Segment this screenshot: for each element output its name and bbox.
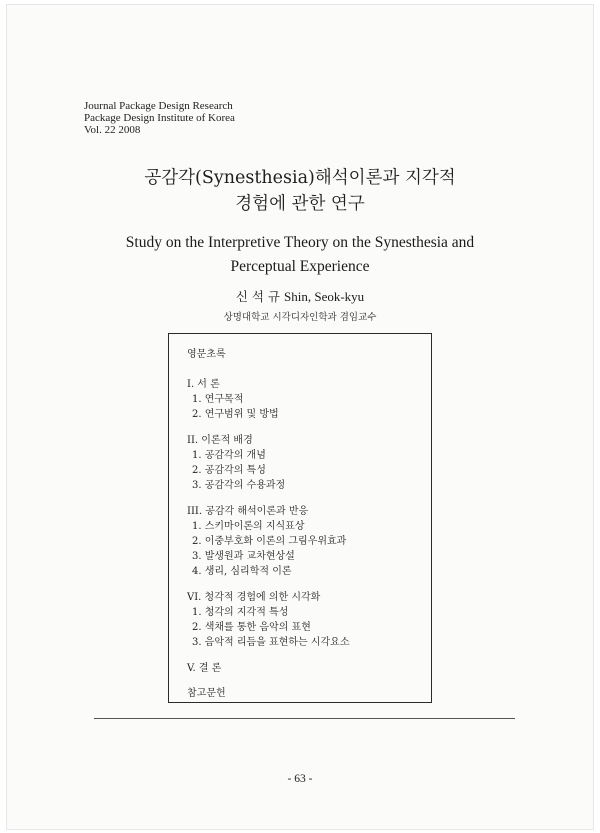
korean-title: [0, 165, 600, 217]
korean-title-line-1: 공감각(Synesthesia)해석이론과 지각적: [144, 168, 456, 188]
author-line: [0, 289, 600, 305]
author-name-english: Shin, Seok-kyu: [284, 289, 365, 304]
toc-item: 3. 공감각의 수용과정: [192, 480, 286, 491]
journal-name: Journal Package Design Research: [84, 100, 233, 112]
toc-item: 3. 발생원과 교차현상설: [192, 551, 295, 562]
toc-section-title: III. 공감각 해석이론과 반응: [187, 506, 309, 517]
toc-item: 1. 스키마이론의 지식표상: [192, 521, 305, 532]
toc-section-title: II. 이론적 배경: [187, 435, 253, 446]
toc-section: [187, 590, 425, 650]
toc-item: 2. 연구범위 및 방법: [192, 409, 279, 420]
toc-conclusion: [187, 661, 425, 676]
toc-item: 3. 음악적 리듬을 표현하는 시각요소: [192, 637, 350, 648]
toc-item: 2. 공감각의 특성: [192, 465, 266, 476]
toc-section-title: I. 서 론: [187, 379, 220, 390]
footer-divider: [94, 718, 515, 719]
korean-title-line-2: 경험에 관한 연구: [235, 194, 365, 214]
english-title-line-2: Perceptual Experience: [230, 258, 370, 275]
toc-section: [187, 433, 425, 493]
toc-item: 4. 생리, 심리학적 이론: [192, 566, 292, 577]
table-of-contents: [168, 333, 432, 703]
page-number: - 63 -: [287, 773, 313, 785]
author-name-korean: 신 석 규: [235, 289, 281, 304]
author-affiliation: 상명대학교 시각디자인학과 겸임교수: [223, 312, 377, 323]
toc-item: 1. 청각의 지각적 특성: [192, 607, 289, 618]
english-title: [0, 231, 600, 279]
toc-item: 1. 연구목적: [192, 394, 244, 405]
english-title-line-1: Study on the Interpretive Theory on the Synesthesia and: [125, 234, 475, 251]
journal-institute: Package Design Institute of Korea: [84, 112, 235, 124]
journal-header: [84, 100, 235, 136]
toc-conclusion-title: V. 결 론: [187, 663, 222, 674]
toc-item: 2. 색채를 통한 음악의 표현: [192, 622, 311, 633]
toc-section: [187, 377, 425, 422]
toc-item: 2. 이중부호화 이론의 그림우위효과: [192, 536, 347, 547]
toc-section-title: VI. 청각적 경험에 의한 시각화: [187, 592, 321, 603]
toc-references: 참고문헌: [187, 688, 226, 699]
toc-section: [187, 504, 425, 579]
toc-heading: 영문초록: [187, 349, 226, 360]
toc-item: 1. 공감각의 개념: [192, 450, 266, 461]
journal-volume: Vol. 22 2008: [84, 124, 141, 136]
